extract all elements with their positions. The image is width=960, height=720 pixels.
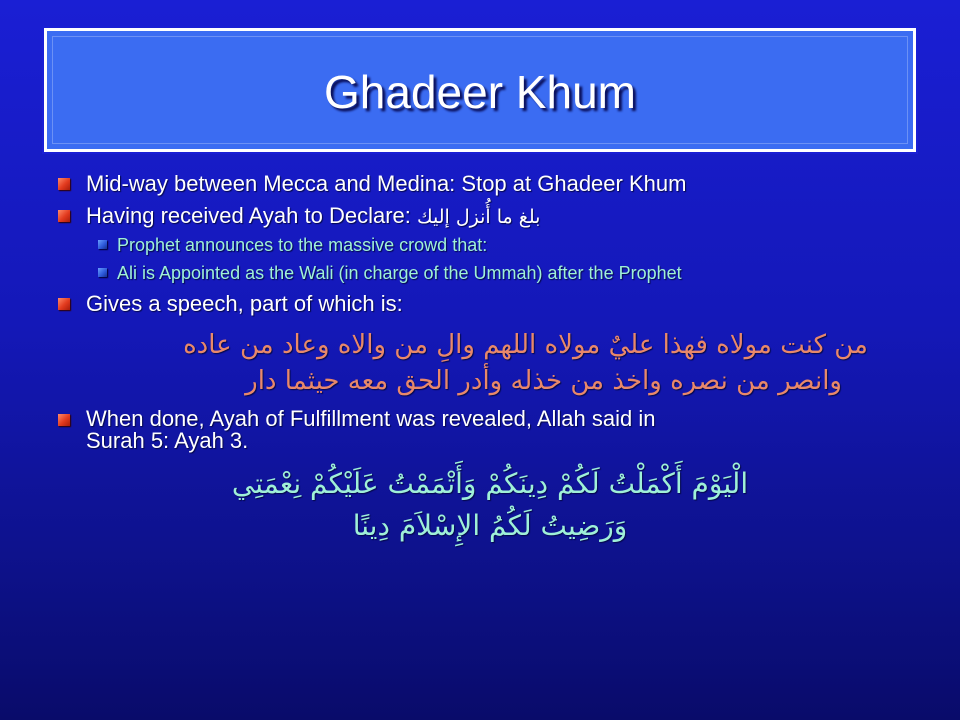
ayah-arabic-line-2: وَرَضِيتُ لَكُمُ الإِسْلاَمَ دِينًا [352,509,628,542]
bullet-when-done-line-2: Surah 5: Ayah 3. [86,428,249,453]
bullet-received-ayah-text: Having received Ayah to Declare: [86,203,417,228]
bullet-midway: Mid-way between Mecca and Medina: Stop at Ghadeer Khum [86,171,687,196]
subbullet-prophet-announces: Prophet announces to the massive crowd that: [117,235,488,255]
title-box [44,28,916,152]
subbullet-ali-appointed: Ali is Appointed as the Wali (in charge of the Ummah) after the Prophet [117,263,682,283]
red-square-bullet-icon [58,178,70,190]
slide-title: Ghadeer Khum [324,66,636,118]
red-square-bullet-icon [58,210,70,222]
blue-square-bullet-icon [98,268,107,277]
red-square-bullet-icon [58,298,70,310]
speech-arabic-line-2: وانصر من نصره واخذ من خذله وأدر الحق معه حيثما دار [245,366,842,396]
bullet-received-ayah [86,204,540,229]
ayah-arabic-line-1: الْيَوْمَ أَكْمَلْتُ لَكُمْ دِينَكُمْ وَأَتْمَمْتُ عَلَيْكُمْ نِعْمَتِي [231,467,749,500]
bullet-received-ayah-arabic: بلغ ما أُنزل إليك [417,206,541,228]
speech-arabic-line-1: من كنت مولاه فهذا عليٌ مولاه اللهم والِ من والاه وعاد من عاده [183,330,868,360]
blue-square-bullet-icon [98,240,107,249]
bullet-gives-speech: Gives a speech, part of which is: [86,291,403,316]
bullet-when-done-line-1: When done, Ayah of Fulfillment was revealed, Allah said in [86,406,656,431]
red-square-bullet-icon [58,414,70,426]
